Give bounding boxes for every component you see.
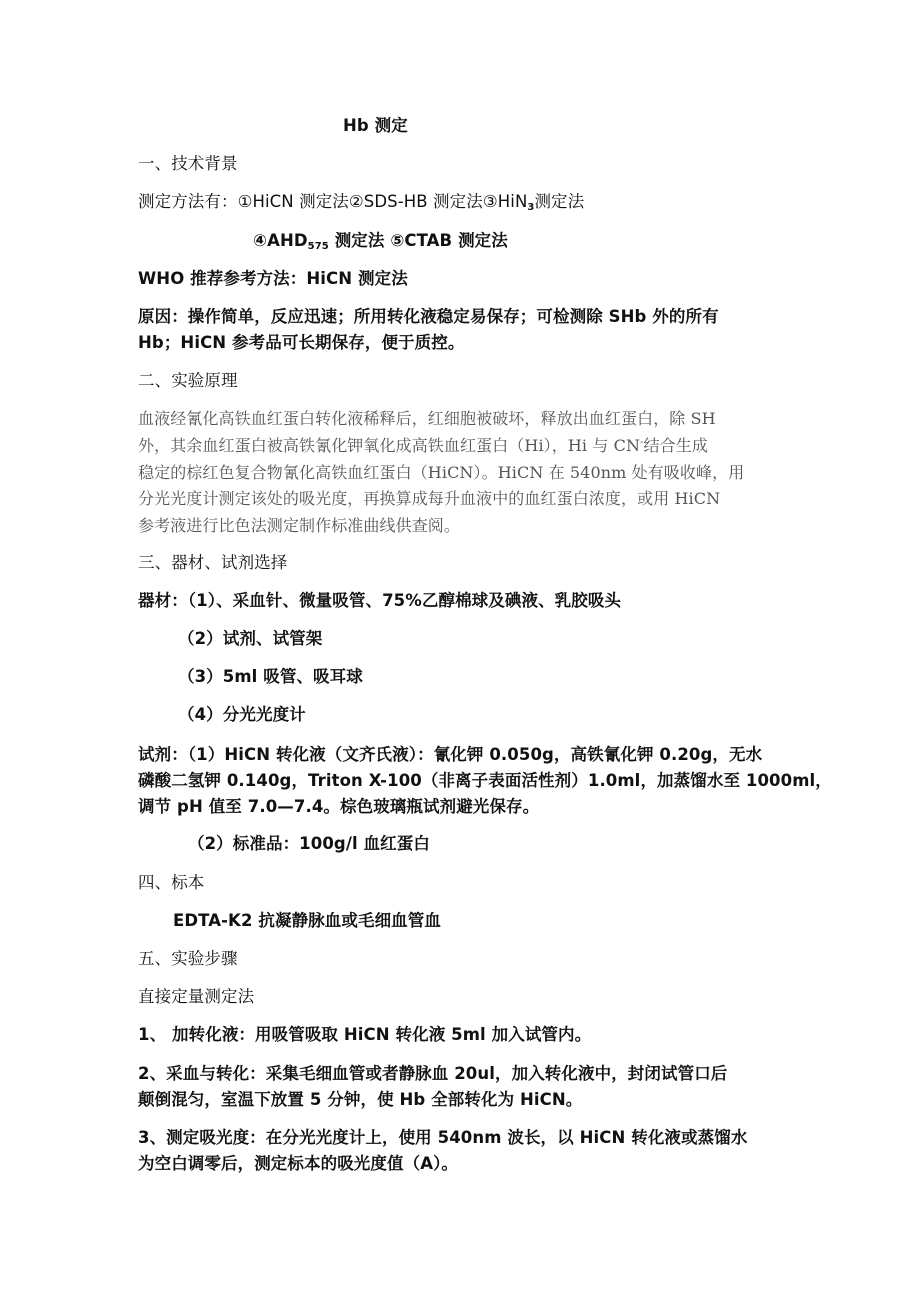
step-3-line-2: 为空白调零后，测定标本的吸光度值（A）。: [138, 1154, 459, 1173]
equipment-item-3: （3）5ml 吸管、吸耳球: [178, 667, 363, 686]
who-recommendation: WHO 推荐参考方法：HiCN 测定法: [138, 269, 408, 288]
principle-line-5: 参考液进行比色法测定制作标准曲线供查阅。: [138, 516, 461, 535]
specimen-text: EDTA-K2 抗凝静脉血或毛细血管血: [173, 911, 441, 930]
step-2-line-2: 颠倒混匀，室温下放置 5 分钟，使 Hb 全部转化为 HiCN。: [138, 1090, 583, 1109]
methods-b1: ④AHD: [253, 231, 308, 250]
methods-a2: 测定法: [534, 192, 585, 211]
method-name: 直接定量测定法: [138, 987, 255, 1006]
reagent-line-3: 调节 pH 值至 7.0—7.4。棕色玻璃瓶试剂避光保存。: [138, 797, 540, 816]
methods-a1: 测定方法有：①HiCN 测定法②SDS-HB 测定法③HiN: [138, 192, 528, 211]
methods-b-subscript: 575: [307, 241, 329, 252]
step-1: 1、 加转化液：用吸管吸取 HiCN 转化液 5ml 加入试管内。: [138, 1025, 592, 1044]
step-2-line-1: 2、采血与转化：采集毛细血管或者静脉血 20ul，加入转化液中，封闭试管口后: [138, 1064, 728, 1083]
equipment-item-1: 器材：（1）、采血针、微量吸管、75%乙醇棉球及碘液、乳胶吸头: [138, 591, 622, 610]
principle-line-2: [138, 434, 708, 458]
principle-line-3: 稳定的棕红色复合物氰化高铁血红蛋白（HiCN）。HiCN 在 540nm 处有吸收峰，用: [138, 463, 745, 482]
methods-line-2: [253, 229, 508, 253]
section-heading-background: 一、技术背景: [138, 154, 238, 173]
reason-line-2: Hb；HiCN 参考品可长期保存，便于质控。: [138, 333, 465, 352]
page-title: Hb 测定: [343, 116, 408, 135]
principle-superscript: -: [640, 437, 644, 448]
section-heading-principle: 二、实验原理: [138, 371, 238, 390]
principle-line-4: 分光光度计测定该处的吸光度，再换算成每升血液中的血红蛋白浓度，或用 HiCN: [138, 489, 721, 508]
section-heading-steps: 五、实验步骤: [138, 949, 238, 968]
equipment-item-2: （2）试剂、试管架: [178, 629, 323, 648]
reagent-line-2: 磷酸二氢钾 0.140g，Triton X-100（非离子表面活性剂）1.0ml，加蒸馏水至 1000ml，: [138, 771, 832, 790]
principle-line-2b: 结合生成: [643, 436, 708, 455]
reagent-standard: （2）标准品：100g/l 血红蛋白: [188, 834, 430, 853]
methods-line-1: [138, 190, 584, 214]
step-3-line-1: 3、测定吸光度：在分光光度计上，使用 540nm 波长，以 HiCN 转化液或蒸馏水: [138, 1128, 748, 1147]
equipment-item-4: （4）分光光度计: [178, 705, 306, 724]
methods-a-subscript: 3: [527, 202, 535, 213]
reason-line-1: 原因：操作简单，反应迅速；所用转化液稳定易保存；可检测除 SHb 外的所有: [138, 307, 719, 326]
principle-line-1: 血液经氰化高铁血红蛋白转化液稀释后，红细胞被破坏，释放出血红蛋白，除 SH: [138, 409, 716, 428]
section-heading-specimen: 四、标本: [138, 873, 205, 892]
section-heading-materials: 三、器材、试剂选择: [138, 553, 288, 572]
reagent-line-1: 试剂：（1）HiCN 转化液（文齐氏液）：氰化钾 0.050g，高铁氰化钾 0.20g，无水: [138, 745, 763, 764]
principle-line-2a: 外，其余血红蛋白被高铁氰化钾氧化成高铁血红蛋白（Hi），Hi 与 CN: [138, 436, 641, 455]
methods-b2: 测定法 ⑤CTAB 测定法: [328, 231, 508, 250]
